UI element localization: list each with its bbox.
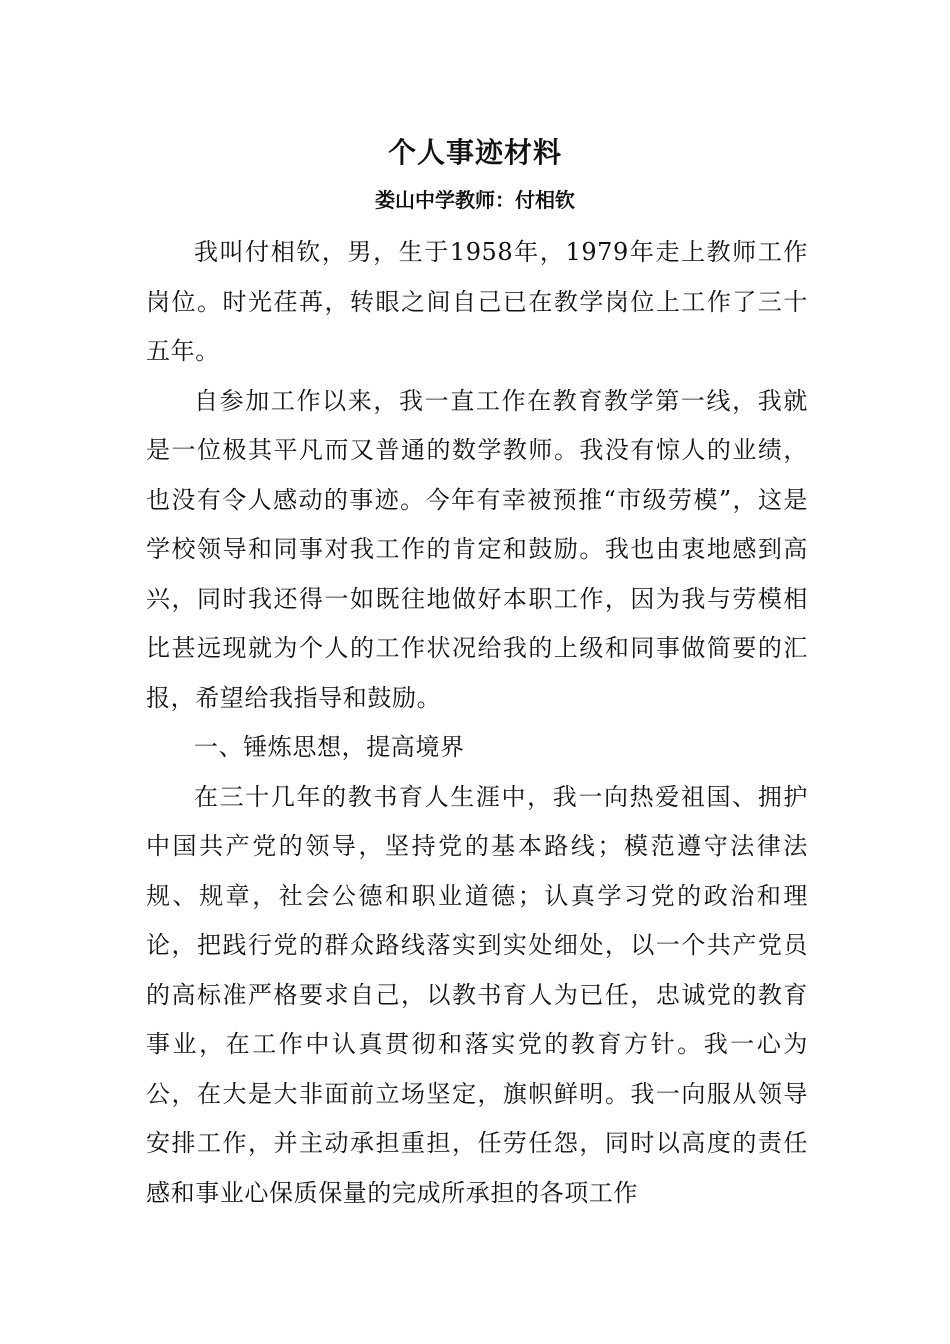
section-heading-1: 一、锤炼思想，提高境界 xyxy=(194,733,465,761)
document-body xyxy=(146,228,808,1218)
paragraph-section-1: 在三十几年的教书育人生涯中，我一向热爱祖国、拥护中国共产党的领导，坚持党的基本路线；模范遵守法律法规、规章，社会公德和职业道德；认真学习党的政治和理论，把践行党的群众路线落实到实处细处，以一个共产党员的高标准严格要求自己，以教书育人为已任，忠诚党的教育事业，在工作中认真贯彻和落实党的教育方针。我一心为公，在大是大非面前立场坚定，旗帜鲜明。我一向服从领导安排工作，并主动承担重担，任劳任怨，同时以高度的责任感和事业心保质保量的完成所承担的各项工作 xyxy=(146,782,808,1207)
document-subtitle: 娄山中学教师：付相钦 xyxy=(375,188,575,212)
paragraph-intro: 我叫付相钦，男，生于1958年，1979年走上教师工作岗位。时光荏苒，转眼之间自己已在教学岗位上工作了三十五年。 xyxy=(146,238,808,365)
document-title: 个人事迹材料 xyxy=(387,136,562,169)
paragraph-work-overview: 自参加工作以来，我一直工作在教育教学第一线，我就是一位极其平凡而又普通的数学教师。我没有惊人的业绩，也没有令人感动的事迹。今年有幸被预推“市级劳模”，这是学校领导和同事对我工作的肯定和鼓励。我也由衷地感到高兴，同时我还得一如既往地做好本职工作，因为我与劳模相比甚远现就为个人的工作状况给我的上级和同事做简要的汇报，希望给我指导和鼓励。 xyxy=(146,386,808,712)
